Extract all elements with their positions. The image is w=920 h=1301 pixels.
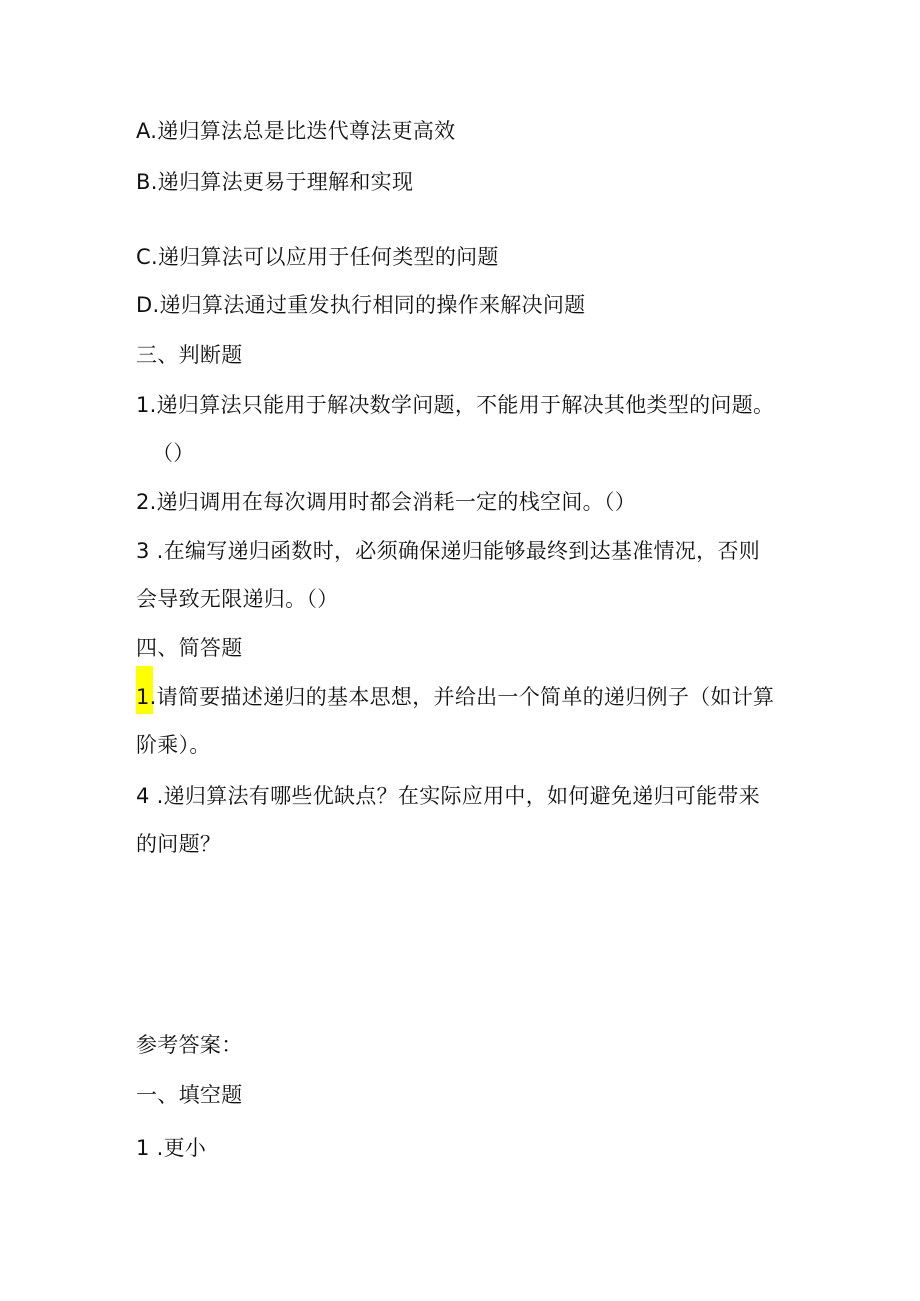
true-false-2: 2.递归调用在每次调用时都会消耗一定的栈空间。（）: [136, 490, 637, 514]
true-false-3-line-1: 3 .在编写递归函数时，必须确保递归能够最终到达基准情况，否则: [136, 539, 761, 563]
short-answer-1-line-2: 阶乘）。: [136, 733, 211, 757]
true-false-3-line-2: 会导致无限递归。（）: [136, 587, 339, 611]
true-false-1-line-2: （）: [152, 441, 195, 465]
option-c: C.递归算法可以应用于任何类型的问题: [136, 245, 499, 269]
short-answer-4-line-1: 4 .递归算法有哪些优缺点？在实际应用中，如何避免递归可能带来: [136, 784, 761, 808]
answers-section-1-heading: 一、填空题: [136, 1083, 243, 1107]
short-answer-4-line-2: 的问题？: [136, 832, 222, 856]
short-answer-1-line-1: 1.请简要描述递归的基本思想，并给出一个简单的递归例子（如计算: [136, 685, 775, 709]
option-b: B.递归算法更易于理解和实现: [136, 170, 414, 194]
answers-title: 参考答案：: [136, 1033, 243, 1057]
section-4-heading: 四、简答题: [136, 636, 243, 660]
option-a: A.递归算法总是比迭代尊法更高效: [136, 119, 456, 143]
true-false-1-line-1: 1.递归算法只能用于解决数学问题，不能用于解决其他类型的问题。: [136, 393, 775, 417]
section-3-heading: 三、判断题: [136, 343, 243, 367]
option-d: D.递归算法通过重发执行相同的操作来解决问题: [136, 293, 586, 317]
answer-1: 1 .更小: [136, 1136, 207, 1160]
